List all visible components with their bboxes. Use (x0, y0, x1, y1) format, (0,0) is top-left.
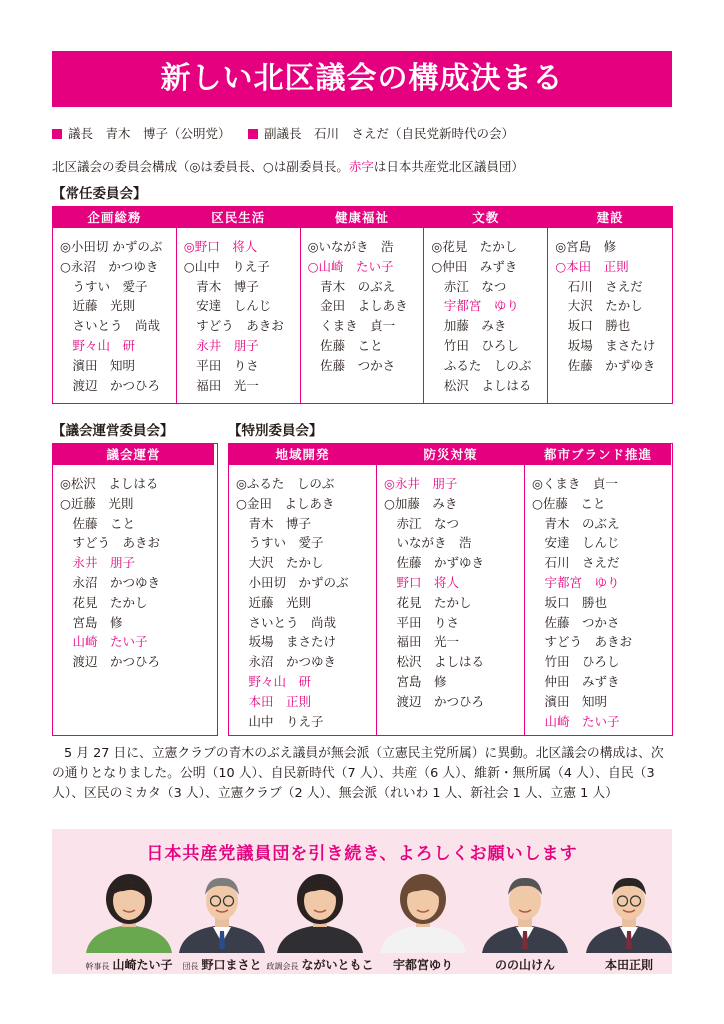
member-name: 近藤 光則 (236, 594, 312, 610)
portrait-shape (626, 931, 632, 949)
member-name: ◎小田切 かずのぶ (60, 239, 163, 254)
member-caption (569, 954, 689, 973)
committee-column (229, 444, 376, 735)
committee-name: 防災対策 (377, 444, 524, 465)
member-role: 幹事長 (85, 962, 110, 971)
member-list (548, 228, 672, 376)
member-name: ふるた しのぶ (431, 357, 532, 373)
member-list (53, 228, 176, 395)
committee-name: 健康福祉 (301, 207, 424, 228)
steering-committee-table (52, 443, 218, 736)
jcp-members-banner (52, 829, 672, 974)
member-name: 石川 さえだ (532, 555, 620, 571)
committee-name: 企画総務 (53, 207, 176, 228)
member-name: 平田 りさ (183, 357, 259, 373)
member-name: 野々山 研 (60, 337, 136, 353)
banner-title: 日本共産党議員団を引き続き、よろしくお願いします (146, 844, 578, 864)
member-card (475, 869, 575, 972)
member-name: 赤江 なつ (431, 278, 507, 294)
member-name: 坂口 勝也 (532, 594, 608, 610)
member-name: ○佐藤 こと (532, 495, 606, 511)
member-name: 渡辺 かつひろ (60, 377, 161, 393)
member-name: 小田切 かずのぶ (236, 574, 349, 590)
member-name: ○山中 りえ子 (183, 258, 270, 274)
committee-column (53, 444, 214, 735)
member-name: すどう あきお (532, 634, 633, 650)
member-banner-name: ながいともこ (301, 958, 374, 972)
portrait-photo (378, 869, 468, 953)
member-name: 本田 正則 (236, 693, 312, 709)
member-name: 山崎 たい子 (60, 634, 148, 650)
portrait-photo (177, 869, 267, 953)
member-banner-name: 野口まさと (201, 958, 262, 972)
member-name: ○永沼 かつゆき (60, 258, 159, 274)
member-name: ○仲田 みずき (431, 258, 518, 274)
member-name: 佐藤 かずゆき (384, 555, 485, 571)
committee-name: 都市ブランド推進 (525, 444, 671, 465)
member-name: さいとう 尚哉 (60, 318, 161, 334)
committee-name: 建設 (548, 207, 672, 228)
member-name: 福田 光一 (183, 377, 259, 393)
standing-committee-table (52, 206, 673, 404)
member-name: 竹田 ひろし (431, 337, 519, 353)
member-caption (465, 954, 585, 973)
member-name: 野口 将人 (384, 574, 460, 590)
member-name: 宇都宮 ゆり (532, 574, 620, 590)
member-name: 加藤 みき (431, 318, 507, 334)
member-name: 永井 朋子 (60, 555, 136, 571)
member-card (172, 869, 272, 972)
member-role: 政調会長 (266, 962, 299, 971)
standing-committee-heading: 【常任委員会】 (52, 186, 147, 202)
committee-column (524, 444, 671, 735)
member-name: ○金田 よしあき (236, 495, 335, 511)
member-banner-name: のの山けん (494, 958, 555, 972)
member-name: 竹田 ひろし (532, 654, 620, 670)
member-name: 松沢 よしはる (431, 377, 532, 393)
member-list (177, 228, 300, 395)
member-name: 福田 光一 (384, 634, 460, 650)
member-name: 佐藤 つかさ (532, 614, 620, 630)
member-name: 佐藤 つかさ (307, 357, 396, 373)
committee-column (300, 207, 424, 403)
committee-column (176, 207, 300, 403)
member-list (229, 465, 376, 731)
member-name: さいとう 尚哉 (236, 614, 337, 630)
member-name: 大沢 たかし (555, 298, 643, 314)
member-name: すどう あきお (183, 318, 284, 334)
member-name: ◎永井 朋子 (384, 476, 458, 491)
member-name: 青木 博子 (183, 278, 259, 294)
member-name: ○近藤 光則 (60, 495, 134, 511)
member-name: 坂口 勝也 (555, 318, 631, 334)
member-name: ◎いながき 浩 (307, 239, 394, 254)
member-banner-name: 山崎たい子 (112, 958, 173, 972)
member-name: 佐藤 こと (307, 337, 383, 353)
member-card (266, 869, 374, 972)
member-name: 濱田 知明 (60, 357, 136, 373)
member-name: 永井 朋子 (183, 337, 259, 353)
portrait-photo (480, 869, 570, 953)
committee-name: 区民生活 (177, 207, 300, 228)
member-name: すどう あきお (60, 535, 161, 551)
member-name: 花見 たかし (60, 594, 148, 610)
committee-name: 地域開発 (229, 444, 376, 465)
composition-note: 5 月 27 日に、立憲クラブの青木のぶえ議員が無会派（立憲民主党所属）に異動。北区議会の構成は、次の通りとなりました。公明（10 人）、自民新時代（7 人）、共産（6 人）、維新・無所属（4 人）、自民（3 人）、区民のミカタ（3 人）、立憲クラブ（2 人）、無会派（れいわ 1 人、新社会 1 人、立憲 1 人） (52, 746, 664, 801)
vice-chair-info (248, 126, 514, 142)
member-name: 渡辺 かつひろ (60, 654, 161, 670)
member-name: 近藤 光則 (60, 298, 136, 314)
member-name: ◎くまき 貞一 (532, 476, 618, 491)
vice-chair-text: 副議長 石川 さえだ（自民党新時代の会） (264, 126, 515, 141)
portrait-photo (275, 869, 365, 953)
special-committee-heading: 【特別委員会】 (228, 423, 323, 439)
portrait-photo (84, 869, 174, 953)
member-name: ◎花見 たかし (431, 239, 518, 254)
member-caption (260, 954, 380, 973)
member-name: 安達 しんじ (532, 535, 620, 551)
member-card (579, 869, 679, 972)
committee-column (423, 207, 547, 403)
member-role: 団長 (182, 962, 199, 971)
member-name: ◎松沢 よしはる (60, 476, 159, 491)
member-name: 石川 さえだ (555, 278, 643, 294)
committee-column (376, 444, 524, 735)
member-name: いながき 浩 (384, 535, 472, 551)
member-name: 渡辺 かつひろ (384, 693, 485, 709)
member-list (424, 228, 547, 395)
member-name: ○山崎 たい子 (307, 258, 394, 274)
member-name: 山中 りえ子 (236, 713, 324, 729)
square-bullet-icon (248, 129, 258, 139)
member-name: 濱田 知明 (532, 693, 608, 709)
member-name: 金田 よしあき (307, 298, 408, 314)
member-name: 松沢 よしはる (384, 654, 485, 670)
member-name: 平田 りさ (384, 614, 460, 630)
chair-info (52, 126, 231, 142)
member-name: 仲田 みずき (532, 673, 620, 689)
member-list (301, 228, 424, 376)
committee-name: 議会運営 (53, 444, 214, 465)
member-banner-name: 宇都宮ゆり (392, 958, 453, 972)
portrait-shape (380, 925, 466, 953)
committee-name: 文教 (424, 207, 547, 228)
page-title: 新しい北区議会の構成決まる (52, 51, 672, 107)
member-name: 大沢 たかし (236, 555, 324, 571)
member-list (525, 465, 671, 731)
steering-committee-heading: 【議会運営委員会】 (52, 423, 174, 439)
member-list (53, 465, 214, 672)
member-name: 青木 のぶえ (532, 515, 620, 531)
member-name: 宮島 修 (384, 673, 447, 689)
member-name: 佐藤 こと (60, 515, 136, 531)
legend-red-word: 赤字 (348, 159, 374, 174)
member-name: ○本田 正則 (555, 258, 629, 274)
member-name: 佐藤 かずゆき (555, 357, 656, 373)
square-bullet-icon (52, 129, 62, 139)
portrait-shape (86, 925, 172, 953)
special-committee-table (228, 443, 673, 736)
member-name: うすい 愛子 (236, 535, 324, 551)
member-name: 赤江 なつ (384, 515, 460, 531)
member-name: 青木 博子 (236, 515, 312, 531)
member-name: うすい 愛子 (60, 278, 148, 294)
committee-column (53, 207, 176, 403)
member-name: ◎野口 将人 (183, 239, 258, 254)
portrait-shape (522, 931, 528, 949)
member-name: 坂場 まさたけ (555, 337, 656, 353)
member-name: 野々山 研 (236, 673, 312, 689)
legend-line (52, 157, 524, 175)
chair-text: 議長 青木 博子（公明党） (68, 126, 231, 141)
member-name: くまき 貞一 (307, 318, 396, 334)
legend-suffix: は日本共産党北区議員団） (373, 159, 524, 174)
member-name: 安達 しんじ (183, 298, 272, 314)
member-name: 宇都宮 ゆり (431, 298, 519, 314)
member-name: 永沼 かつゆき (236, 654, 337, 670)
member-card (373, 869, 473, 972)
member-name: 花見 たかし (384, 594, 472, 610)
member-name: ◎ふるた しのぶ (236, 476, 335, 491)
member-name: 坂場 まさたけ (236, 634, 337, 650)
member-banner-name: 本田正則 (604, 958, 653, 972)
portrait-shape (219, 931, 225, 949)
committee-column (547, 207, 672, 403)
member-name: 宮島 修 (60, 614, 123, 630)
portrait-shape (277, 925, 363, 953)
member-name: 永沼 かつゆき (60, 574, 161, 590)
member-list (377, 465, 524, 712)
member-name: 青木 のぶえ (307, 278, 396, 294)
member-name: 山崎 たい子 (532, 713, 620, 729)
legend-prefix: 北区議会の委員会構成（◎は委員長、○は副委員長。 (52, 159, 349, 174)
portrait-photo (584, 869, 674, 953)
member-name: ○加藤 みき (384, 495, 458, 511)
member-name: ◎宮島 修 (555, 239, 617, 254)
